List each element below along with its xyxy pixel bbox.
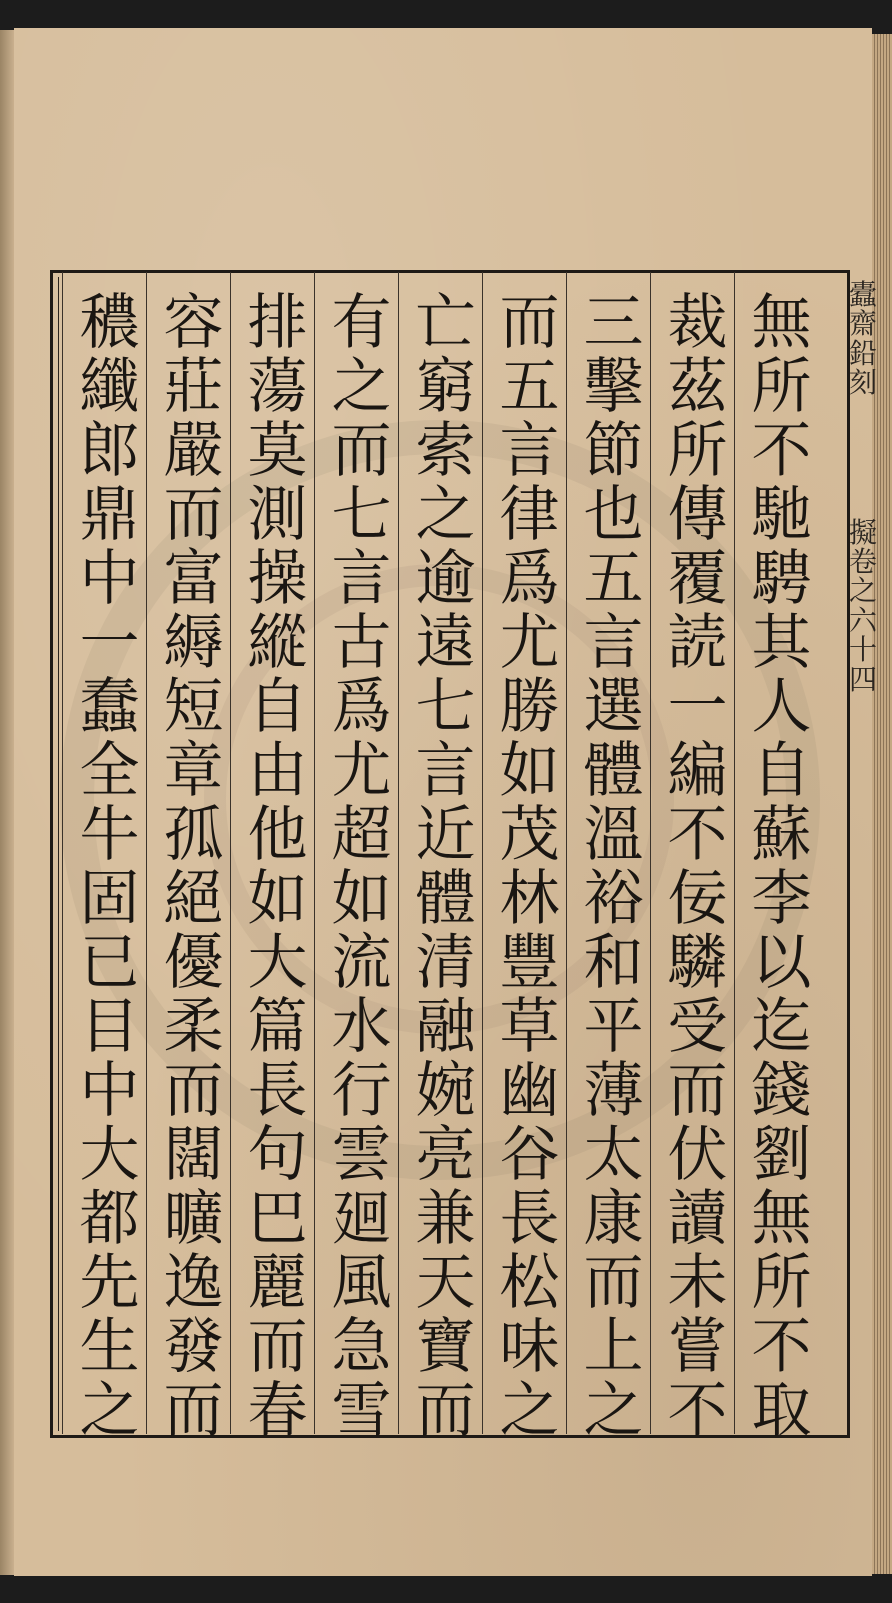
column-text: 容莊嚴而富縟短章孤絕優柔而闊曠逸發而 (153, 290, 224, 1442)
margin-char: 齋 (848, 307, 877, 341)
text-column-3 (566, 272, 650, 1442)
page-edge-leaves (872, 34, 892, 1574)
column-text: 亡窮索之逾遠七言近體清融婉亮兼天寶而 (405, 290, 476, 1442)
text-column-7 (230, 272, 314, 1442)
column-text: 排蕩莫測操縱自由他如大篇長句巴麗而春 (237, 290, 308, 1442)
text-column-5 (398, 272, 482, 1442)
margin-char: 四 (848, 662, 877, 696)
text-column-2 (650, 272, 734, 1442)
text-column-6 (314, 272, 398, 1442)
column-text: 裁茲所傳覆読一編不佞驎受而伏讀未嘗不 (657, 290, 728, 1442)
book-spine (0, 30, 14, 1575)
margin-title (846, 280, 880, 694)
margin-char: 鉛 (848, 336, 877, 370)
margin-char: 之 (848, 574, 877, 608)
text-column-4 (482, 272, 566, 1442)
margin-char: 十 (848, 633, 877, 667)
margin-char: 六 (848, 603, 877, 637)
text-column-1 (734, 272, 818, 1442)
margin-char: 擬 (848, 515, 877, 549)
margin-char: 刻 (848, 366, 877, 400)
column-text: 有之而七言古爲尤超如流水行雲廻風急雪 (321, 290, 392, 1442)
margin-char: 卷 (848, 544, 877, 578)
text-column-8 (146, 272, 230, 1442)
column-text: 穠纖郎鼎中一蠢全牛固已目中大都先生之 (69, 290, 140, 1442)
text-column-9 (62, 272, 146, 1442)
column-text: 而五言律爲尤勝如茂林豐草幽谷長松味之 (489, 290, 560, 1442)
column-text: 無所不馳騁其人自蘇李以迄錢劉無所不取 (741, 290, 812, 1442)
column-text: 三擊節也五言選體溫裕和平薄太康而上之 (573, 290, 644, 1442)
margin-char: 蠹 (848, 278, 877, 311)
